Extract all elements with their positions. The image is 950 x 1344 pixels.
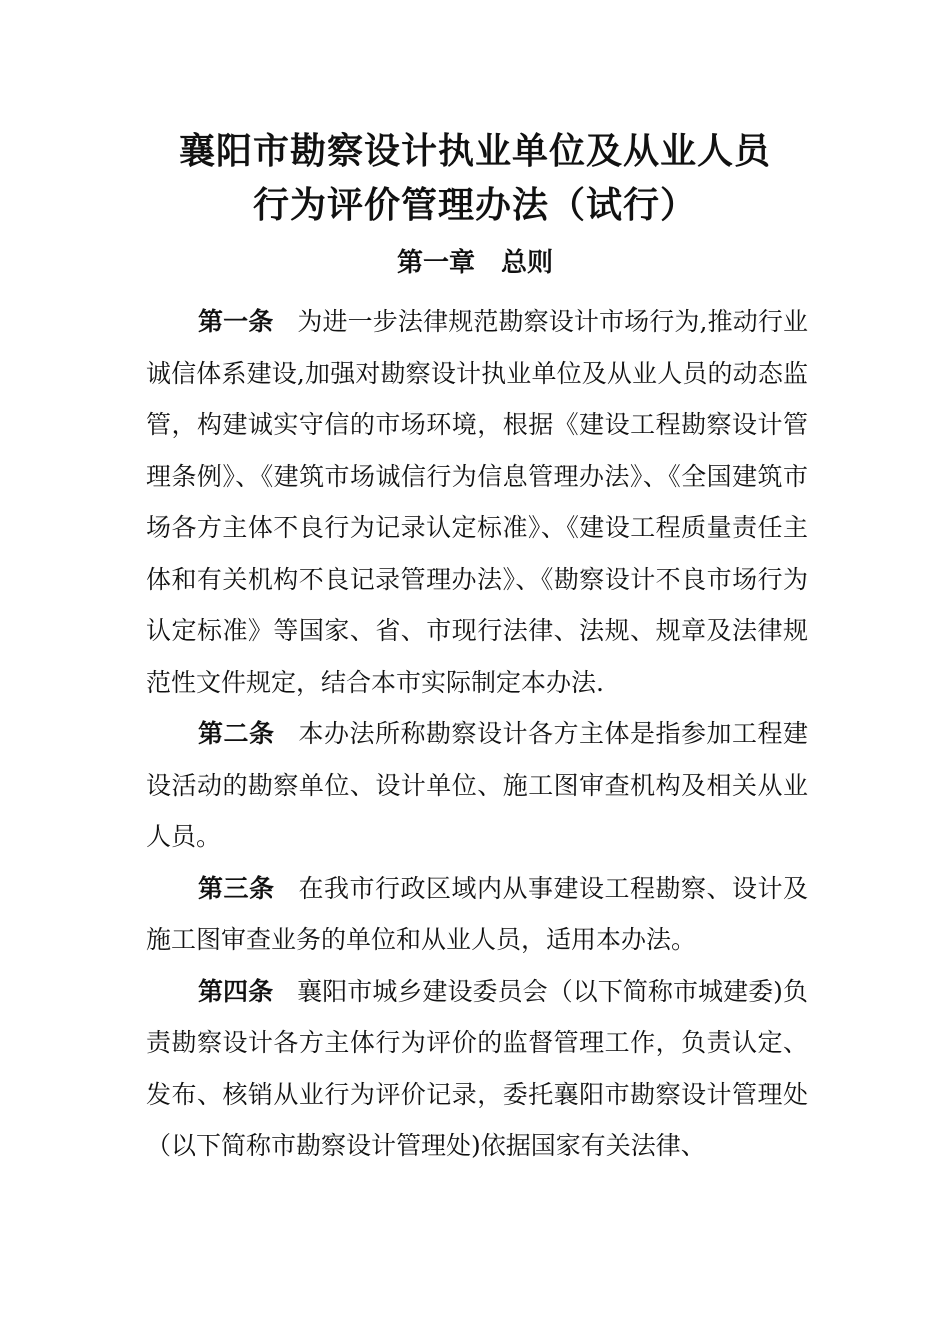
article-1-label: 第一条 [198, 307, 274, 336]
article-2-text: 本办法所称勘察设计各方主体是指参加工程建设活动的勘察单位、设计单位、施工图审查机构及相关从业人员。 [146, 719, 808, 851]
article-3-text: 在我市行政区域内从事建设工程勘察、设计及施工图审查业务的单位和从业人员，适用本办法。 [146, 873, 808, 954]
article-1-text: 为进一步法律规范勘察设计市场行为,推动行业诚信体系建设,加强对勘察设计执业单位及从业人员的动态监管，构建诚实守信的市场环境，根据《建设工程勘察设计管理条例》、《建筑市场诚信行为信息管理办法》、《全国建筑市场各方主体不良行为记录认定标准》、《建设工程质量责任主体和有关机构不良记录管理办法》、《勘察设计不良市场行为认定标准》等国家、省、市现行法律、法规、规章及法律规范性文件规定，结合本市实际制定本办法. [146, 307, 808, 697]
article-3 [146, 863, 808, 966]
article-2 [146, 708, 808, 863]
article-3-label: 第三条 [198, 873, 275, 903]
article-4-label: 第四条 [198, 976, 274, 1006]
article-4 [146, 966, 808, 1172]
article-2-label: 第二条 [198, 719, 275, 748]
article-4-text: 襄阳市城乡建设委员会（以下简称市城建委)负责勘察设计各方主体行为评价的监督管理工作，负责认定、发布、核销从业行为评价记录，委托襄阳市勘察设计管理处（以下简称市勘察设计管理处)依据国家有关法律、 [146, 976, 808, 1160]
document-body [146, 296, 808, 1172]
chapter-heading: 第一章 总则 [396, 248, 553, 278]
document-title-line-1: 襄阳市勘察设计执业单位及从业人员 [178, 131, 771, 172]
document-title-line-2: 行为评价管理办法（试行） [252, 185, 697, 226]
article-1 [146, 296, 808, 708]
